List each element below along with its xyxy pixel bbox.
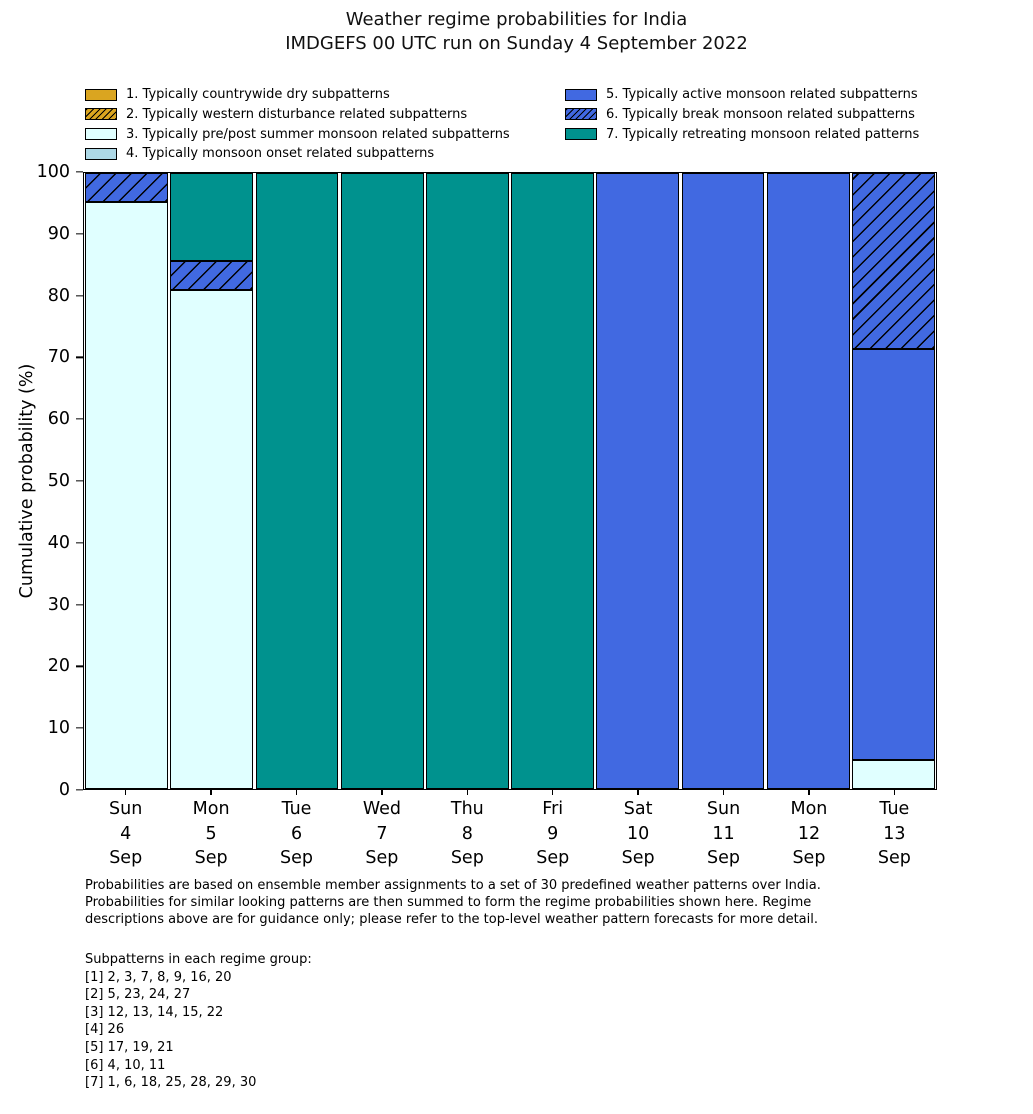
legend-item-regime-3 [85, 127, 510, 141]
footer-note-line: Probabilities for similar looking patterns are then summed to form the regime probabilities shown here. Regime [85, 895, 812, 911]
subpattern-group-line: [6] 4, 10, 11 [85, 1057, 166, 1073]
legend-label-regime-1: 1. Typically countrywide dry subpatterns [126, 87, 390, 103]
subpattern-group-line: [7] 1, 6, 18, 25, 28, 29, 30 [85, 1075, 257, 1091]
bar-segment-regime-5 [852, 349, 935, 760]
x-label-tue-6 [254, 790, 339, 871]
legend-label-regime-2: 2. Typically western disturbance related subpatterns [126, 106, 468, 122]
legend-label-regime-7: 7. Typically retreating monsoon related patterns [606, 126, 920, 142]
x-label-line: 6 [290, 823, 303, 844]
legend-item-regime-5 [565, 88, 919, 102]
legend-swatch-regime-7 [565, 128, 597, 140]
x-label-line: Fri [542, 799, 564, 819]
x-tick-mark [552, 790, 553, 795]
legend-swatch-regime-5 [565, 89, 597, 101]
legend-label-regime-4: 4. Typically monsoon onset related subpatterns [126, 146, 435, 162]
bars-container [84, 173, 936, 789]
x-label-line: Sun [109, 799, 143, 819]
footer-notes [85, 877, 821, 929]
x-tick-mark [125, 790, 126, 795]
x-label-sun-4 [83, 790, 168, 871]
y-tick-label-100: 100 [36, 162, 70, 182]
y-tick-label-30: 30 [47, 594, 70, 615]
y-tick-mark-10 [76, 728, 83, 729]
y-tick-label-80: 80 [47, 285, 70, 306]
x-tick-mark [808, 790, 809, 795]
x-label-line: 11 [712, 823, 735, 844]
x-label-fri-9 [510, 790, 595, 871]
x-label-line: Mon [192, 799, 230, 819]
bar-segment-regime-6 [85, 173, 168, 202]
legend-item-regime-1 [85, 88, 510, 102]
legend-item-regime-4 [85, 147, 510, 161]
y-tick-mark-100 [76, 171, 83, 172]
subpattern-group-line: [3] 12, 13, 14, 15, 22 [85, 1004, 224, 1020]
x-label-sun-11 [681, 790, 766, 871]
y-tick-label-0: 0 [58, 780, 70, 800]
bar-segment-regime-7 [511, 173, 594, 789]
subpattern-group-line: [2] 5, 23, 24, 27 [85, 987, 191, 1003]
plot-area [83, 172, 937, 790]
bar-sun-4-sep [84, 173, 169, 789]
y-tick-mark-20 [76, 666, 83, 667]
x-label-line: Sep [280, 848, 313, 868]
x-tick-mark [894, 790, 895, 795]
legend-swatch-regime-2 [85, 108, 117, 120]
x-label-line: Sep [877, 848, 911, 868]
legend-swatch-regime-4 [85, 148, 117, 160]
legend-item-regime-6 [565, 108, 919, 122]
y-tick-mark-60 [76, 419, 83, 420]
legend-item-regime-2 [85, 108, 510, 122]
y-axis [0, 162, 83, 800]
x-label-line: Sun [706, 799, 741, 819]
legend-swatch-regime-3 [85, 128, 117, 140]
y-tick-mark-80 [76, 295, 83, 296]
bar-segment-regime-7 [341, 173, 424, 789]
x-label-line: Sep [194, 848, 228, 868]
x-label-line: Sep [365, 848, 399, 868]
bar-segment-regime-3 [170, 290, 253, 789]
subpattern-group-line: [4] 26 [85, 1022, 125, 1038]
legend-swatch-regime-1 [85, 89, 117, 101]
x-label-line: 4 [120, 823, 132, 844]
y-axis-label: Cumulative probability (%) [17, 363, 37, 599]
y-tick-label-50: 50 [47, 471, 70, 491]
y-tick-label-10: 10 [47, 718, 70, 739]
y-tick-label-20: 20 [47, 656, 70, 677]
y-tick-mark-40 [76, 542, 83, 543]
subpatterns-heading: Subpatterns in each regime group: [85, 952, 312, 967]
x-label-line: Sep [450, 848, 484, 868]
x-tick-mark [210, 790, 211, 795]
x-label-line: Sep [792, 848, 826, 868]
x-axis [83, 790, 937, 871]
x-label-sat-10 [595, 790, 680, 871]
x-label-line: Sep [621, 848, 655, 868]
chart-title: Weather regime probabilities for India [345, 9, 688, 30]
x-tick-mark [637, 790, 638, 795]
x-label-tue-13 [852, 790, 937, 871]
x-label-line: Sep [109, 848, 143, 868]
x-label-line: 12 [797, 823, 821, 844]
subpatterns-list [85, 969, 312, 1092]
subpattern-group-line: [5] 17, 19, 21 [85, 1039, 174, 1055]
subpattern-group-line: [1] 2, 3, 7, 8, 9, 16, 20 [85, 969, 232, 985]
x-label-thu-8 [425, 790, 510, 871]
legend-item-regime-7 [565, 127, 919, 141]
y-tick-label-90: 90 [47, 223, 70, 244]
x-label-line: 7 [376, 823, 388, 844]
x-label-line: 5 [205, 823, 217, 844]
x-label-line: Mon [790, 799, 828, 819]
legend-label-regime-3: 3. Typically pre/post summer monsoon related subpatterns [126, 126, 510, 142]
bar-mon-5-sep [169, 173, 254, 789]
y-tick-mark-70 [76, 357, 83, 358]
footer-note-line: Probabilities are based on ensemble member assignments to a set of 30 predefined weather patterns over India. [85, 878, 821, 893]
bar-segment-regime-6 [852, 173, 935, 349]
x-tick-mark [467, 790, 468, 795]
legend-swatch-regime-6 [565, 108, 597, 120]
bar-segment-regime-7 [426, 173, 509, 789]
x-label-line: 8 [461, 823, 473, 844]
footer-note-line: descriptions above are for guidance only; please refer to the top-level weather pattern forecasts for more detail. [85, 912, 818, 928]
legend-column-left [85, 88, 510, 167]
x-label-line: Sat [623, 799, 653, 819]
x-label-line: 9 [547, 823, 559, 844]
title-block [0, 8, 1033, 56]
bar-segment-regime-7 [256, 173, 339, 789]
bar-segment-regime-5 [596, 173, 679, 789]
y-tick-label-60: 60 [47, 409, 70, 430]
bar-segment-regime-5 [767, 173, 850, 789]
x-label-line: 10 [627, 823, 650, 844]
bar-tue-6-sep [254, 173, 339, 789]
bar-segment-regime-3 [852, 760, 935, 789]
x-label-line: Sep [707, 848, 741, 868]
y-tick-mark-30 [76, 604, 83, 605]
bar-mon-12-sep [766, 173, 851, 789]
x-label-mon-12 [766, 790, 851, 871]
y-tick-mark-0 [76, 789, 83, 790]
y-tick-mark-90 [76, 233, 83, 234]
y-tick-label-40: 40 [47, 532, 70, 553]
x-label-line: Wed [362, 799, 401, 819]
x-tick-mark [381, 790, 382, 795]
bar-fri-9-sep [510, 173, 595, 789]
y-tick-label-70: 70 [47, 347, 70, 368]
x-tick-mark [723, 790, 724, 795]
legend-column-right [565, 88, 919, 147]
x-label-wed-7 [339, 790, 424, 871]
x-tick-mark [296, 790, 297, 795]
y-tick-mark-50 [76, 480, 83, 481]
footer-subpatterns [85, 951, 312, 1092]
bar-segment-regime-6 [170, 261, 253, 290]
x-label-line: Thu [450, 799, 484, 819]
bar-segment-regime-7 [170, 173, 253, 261]
legend-label-regime-6: 6. Typically break monsoon related subpatterns [606, 106, 915, 122]
x-label-line: Sep [536, 848, 570, 868]
bar-thu-8-sep [425, 173, 510, 789]
legend-label-regime-5: 5. Typically active monsoon related subpatterns [606, 87, 918, 103]
bar-sun-11-sep [680, 173, 765, 789]
x-label-line: Tue [879, 799, 910, 819]
x-label-line: Tue [281, 799, 312, 819]
bar-sat-10-sep [595, 173, 680, 789]
chart-subtitle: IMDGEFS 00 UTC run on Sunday 4 September 2022 [285, 33, 748, 54]
bar-segment-regime-5 [682, 173, 765, 789]
bar-wed-7-sep [340, 173, 425, 789]
x-label-mon-5 [168, 790, 253, 871]
bar-tue-13-sep [851, 173, 936, 789]
x-label-line: 13 [883, 823, 906, 844]
bar-segment-regime-3 [85, 202, 168, 789]
